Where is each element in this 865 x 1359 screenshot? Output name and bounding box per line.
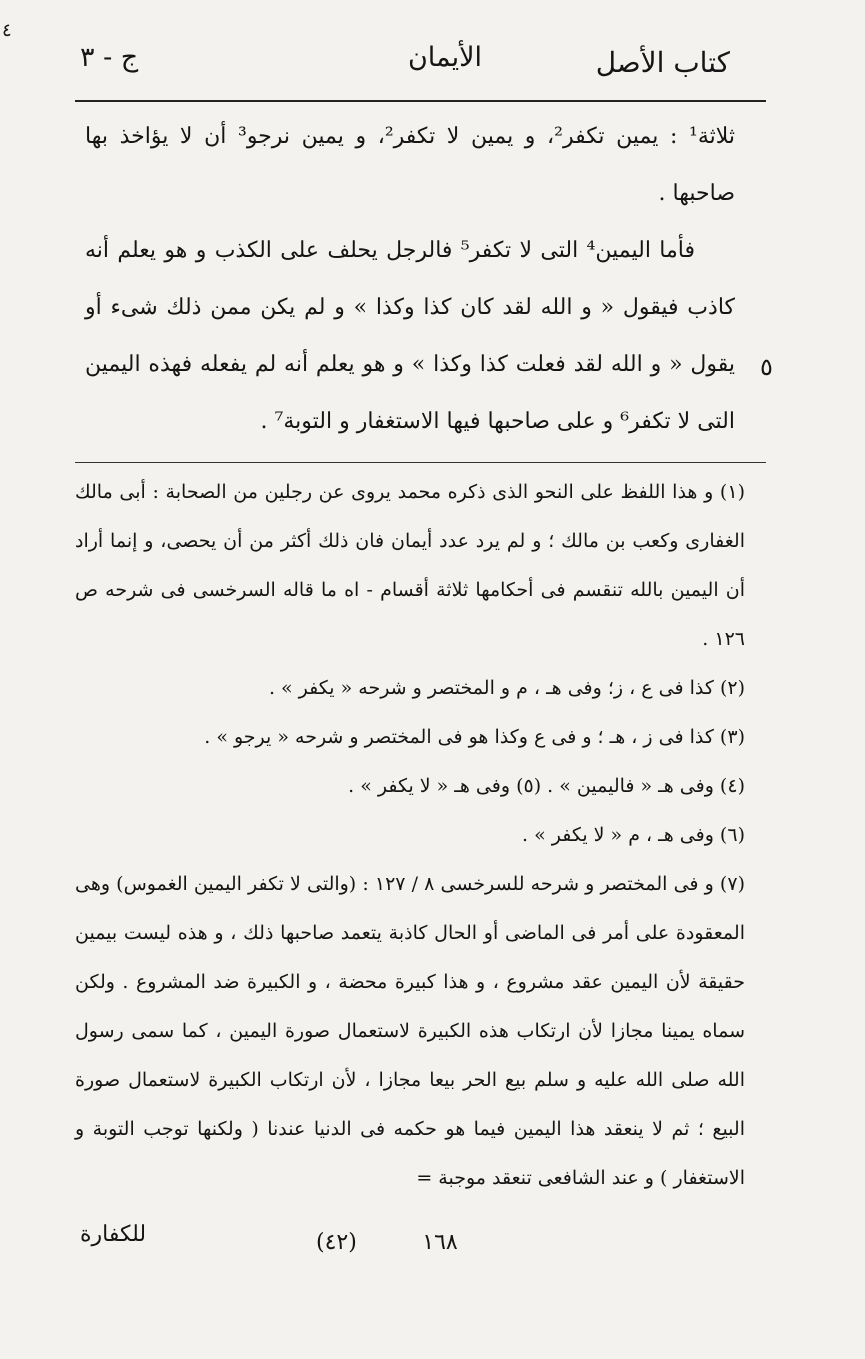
- page-footer: [80, 1222, 740, 1262]
- signature-mark: (٤٢): [316, 1230, 357, 1255]
- footnotes: [75, 468, 745, 1203]
- line-number: ٥: [760, 353, 773, 381]
- catchword: للكفارة: [80, 1222, 147, 1247]
- running-header: [80, 42, 730, 90]
- header-rule: [75, 100, 766, 102]
- body-paragraph: ثلاثة¹ : يمين تكفر²، و يمين لا تكفر²، و يمين نرجو³ أن لا يؤاخذ بها صاحبها .: [85, 124, 735, 206]
- footnote: (٤) وفى هـ « فاليمين » . (٥) وفى هـ « لا يكفر » .: [348, 775, 745, 797]
- footnote: (٣) كذا فى ز ، هـ ؛ و فى ع وكذا هو فى المختصر و شرحه « يرجو » .: [204, 726, 745, 748]
- footnote: (٢) كذا فى ع ، ز؛ وفى هـ ، م و المختصر و شرحه « يكفر » .: [268, 677, 745, 699]
- margin-mark: ٤: [2, 20, 12, 41]
- page-number: ١٦٨: [422, 1230, 458, 1255]
- header-book-title: كتاب الأصل: [595, 46, 730, 79]
- footnote: (٦) وفى هـ ، م « لا يكفر » .: [522, 824, 745, 846]
- body-paragraph: فأما اليمين⁴ التى لا تكفر⁵ فالرجل يحلف على الكذب و هو يعلم أنه كاذب فيقول « و الله لقد كان كذا وكذا » و لم يكن ممن ذلك شىء أو يقول « و الله لقد فعلت كذا وكذا » و هو يعلم أنه لم يفعله فهذه اليمين التى لا تكفر⁶ و على صاحبها فيها الاستغفار و التوبة⁷ .: [85, 238, 735, 434]
- main-text: [85, 108, 735, 450]
- footnote-separator: [75, 462, 766, 463]
- footnote: (١) و هذا اللفظ على النحو الذى ذكره محمد يروى عن رجلين من الصحابة : أبى مالك الغفارى وكعب بن مالك ؛ و لم يرد عدد أيمان فان ذلك أكثر من أن يحصى، و إنما أراد أن اليمين بالله تنقسم فى أحكامها ثلاثة أقسام - اه ما قاله السرخسى فى شرحه ص ١٢٦ .: [75, 481, 745, 650]
- header-chapter: الأيمان: [407, 42, 483, 73]
- footnote: (٧) و فى المختصر و شرحه للسرخسى ٨ / ١٢٧ : (والتى لا تكفر اليمين الغموس) وهى المعقودة على أمر فى الماضى أو الحال كاذبة يتعمد صاحبها ذلك ، و هذه ليست بيمين حقيقة لأن اليمين عقد مشروع ، و هذا كبيرة محضة ، و الكبيرة ضد المشروع . ولكن سماه يمينا مجازا لأن ارتكاب هذه الكبيرة لاستعمال صورة اليمين ، كما سمى رسول الله صلى الله عليه و سلم بيع الحر بيعا مجازا ، لأن ارتكاب الكبيرة لاستعمال صورة البيع ؛ ثم لا ينعقد هذا اليمين فيما هو حكمه فى الدنيا عندنا ( ولكنها توجب التوبة و الاستغفار ) و عند الشافعى تنعقد موجبة =: [75, 873, 745, 1189]
- header-volume: ج - ٣: [80, 42, 139, 73]
